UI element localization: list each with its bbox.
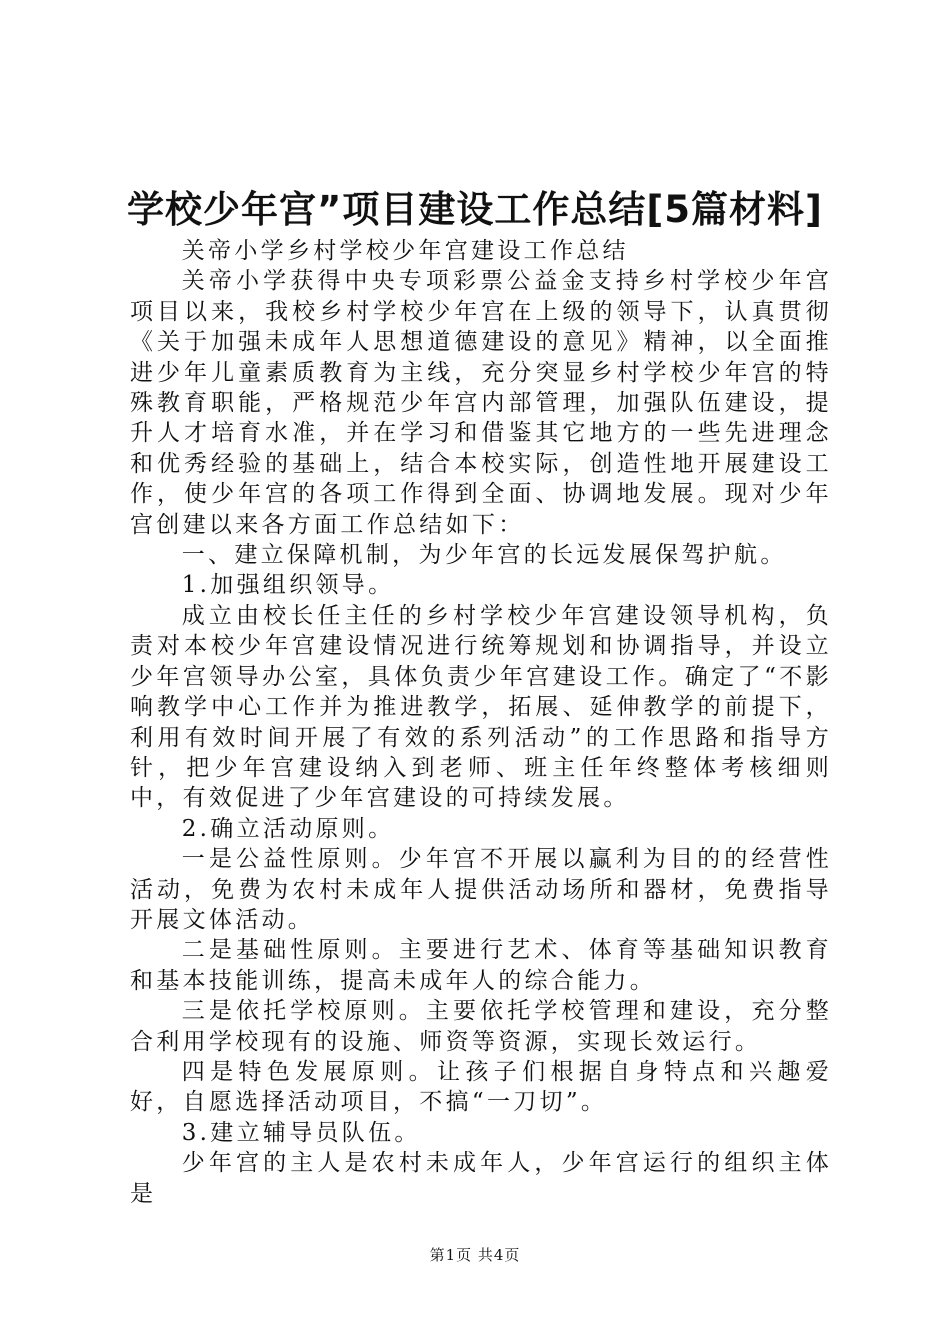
paragraph-principle-1: 一是公益性原则。少年宫不开展以赢利为目的的经营性活动，免费为农村未成年人提供活动场所和器材，免费指导开展文体活动。 — [130, 846, 832, 933]
document-title: 学校少年宫”项目建设工作总结[5篇材料] — [127, 188, 823, 231]
subsection-heading-1-1: 1.加强组织领导。 — [181, 572, 395, 599]
paragraph-organization: 成立由校长任主任的乡村学校少年宫建设领导机构，负责对本校少年宫建设情况进行统筹规划和协调指导，并设立少年宫领导办公室，具体负责少年宫建设工作。确定了“不影响教学中心工作并为推进教学，拓展、延伸教学的前提下，利用有效时间开展了有效的系列活动”的工作思路和指导方针，把少年宫建设纳入到老师、班主任年终整体考核细则中，有效促进了少年宫建设的可持续发展。 — [130, 602, 832, 812]
document-body — [130, 236, 832, 1209]
subsection-heading-1-3: 3.建立辅导员队伍。 — [181, 1119, 421, 1146]
section-heading-1: 一、建立保障机制，为少年宫的长远发展保驾护航。 — [181, 542, 787, 569]
paragraph-subtitle: 关帝小学乡村学校少年宫建设工作总结 — [181, 238, 629, 264]
paragraph-principle-4: 四是特色发展原则。让孩子们根据自身特点和兴趣爱好，自愿选择活动项目，不搞“一刀切”。 — [130, 1058, 832, 1116]
paragraph-principle-2: 二是基础性原则。主要进行艺术、体育等基础知识教育和基本技能训练，提高未成年人的综合能力。 — [130, 937, 832, 994]
paragraph-counselors: 少年宫的主人是农村未成年人，少年宫运行的组织主体是 — [130, 1150, 832, 1207]
paragraph-intro: 关帝小学获得中央专项彩票公益金支持乡村学校少年宫项目以来，我校乡村学校少年宫在上级的领导下，认真贯彻《关于加强未成年人思想道德建设的意见》精神，以全面推进少年儿童素质教育为主线，充分突显乡村学校少年宫的特殊教育职能，严格规范少年宫内部管理，加强队伍建设，提升人才培育水准，并在学习和借鉴其它地方的一些先进理念和优秀经验的基础上，结合本校实际，创造性地开展建设工作，使少年宫的各项工作得到全面、协调地发展。现对少年宫创建以来各方面工作总结如下： — [130, 268, 832, 538]
paragraph-principle-3: 三是依托学校原则。主要依托学校管理和建设，充分整合利用学校现有的设施、师资等资源，实现长效运行。 — [130, 998, 832, 1055]
subsection-heading-1-2: 2.确立活动原则。 — [181, 815, 395, 842]
page-number: 第1页 共4页 — [429, 1246, 521, 1264]
